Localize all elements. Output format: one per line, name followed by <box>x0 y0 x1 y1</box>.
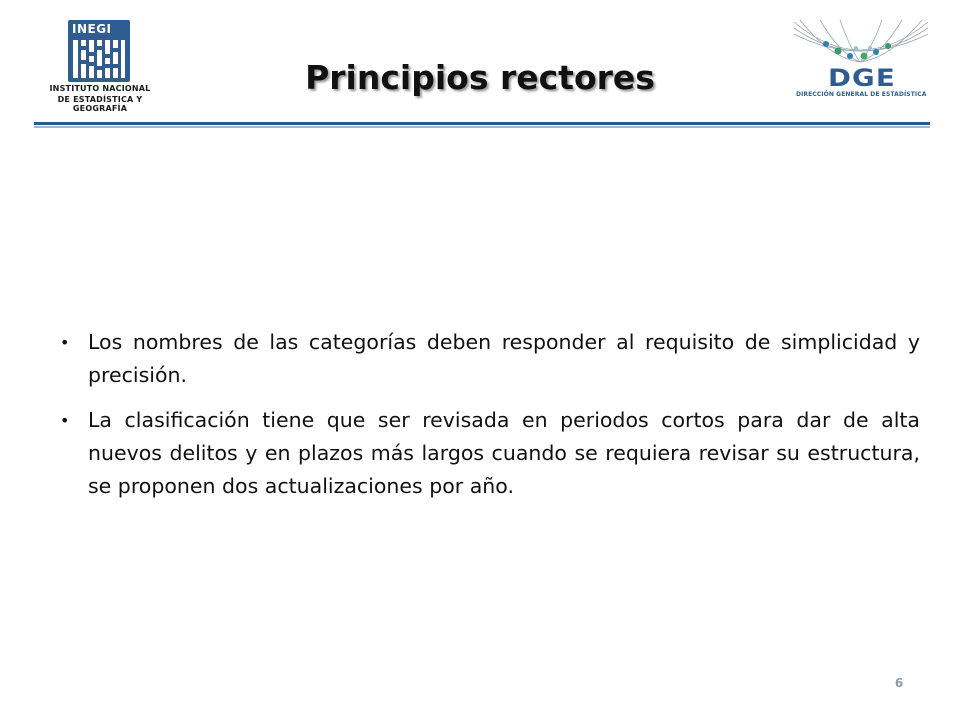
bullet-list <box>60 326 920 503</box>
header-divider <box>34 122 930 129</box>
page-title: Principios rectores <box>305 58 655 97</box>
header-divider-dark <box>34 122 930 125</box>
bullet-item <box>60 404 920 503</box>
inegi-line-1: INSTITUTO NACIONAL <box>49 84 151 93</box>
page-number: 6 <box>894 676 904 690</box>
bullet-text: La clasificación tiene que ser revisada en periodos cortos para dar de alta nuevos delitos y en plazos más largos cuando se requiera revisar su estructura, se proponen dos actualizaciones por año. <box>88 408 920 498</box>
dge-subtitle: DIRECCIÓN GENERAL DE ESTADÍSTICA <box>796 91 927 98</box>
inegi-grid-icon <box>72 38 126 80</box>
bullet-marker: • <box>60 333 70 352</box>
header-divider-light <box>34 126 930 128</box>
inegi-brand-text: INEGI <box>72 22 112 36</box>
content-area <box>60 326 920 515</box>
bullet-marker: • <box>60 411 70 430</box>
bullet-text: Los nombres de las categorías deben responder al requisito de simplicidad y precisión. <box>88 330 920 387</box>
inegi-logo <box>30 12 170 113</box>
dge-logo <box>790 18 932 104</box>
dge-globe-icon <box>790 18 932 68</box>
inegi-line-2: DE ESTADÍSTICA Y GEOGRAFÍA <box>57 95 143 113</box>
bullet-item <box>60 326 920 392</box>
inegi-logo-mark <box>68 20 130 82</box>
dge-brand-text: DGE <box>828 64 896 92</box>
